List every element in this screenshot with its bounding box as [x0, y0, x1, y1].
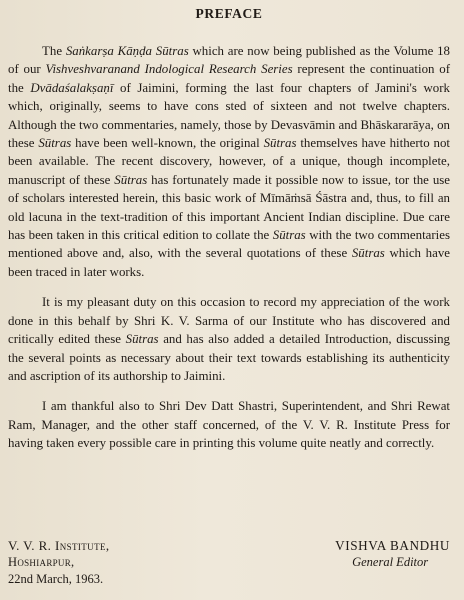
institute-name: V. V. R. Institute, — [8, 538, 110, 553]
paragraph-3 — [8, 397, 450, 452]
p1-sutras-1: Sūtras — [38, 136, 72, 151]
editor-block — [335, 537, 450, 571]
paragraph-2 — [8, 293, 450, 385]
p2-text-3: and has also added a detailed Introduction, discussing the several points as necessary about their text towards establishing its authenticity and ascription of its authorship to Jaimini. — [8, 332, 450, 383]
p1-sutras-5: Sūtras — [351, 246, 385, 261]
editor-title: General Editor — [352, 555, 429, 569]
p1-series-name: Vishveshvaranand Indological Research Series — [45, 62, 293, 77]
p1-text-5: represent the continuation of the — [8, 62, 450, 95]
p1-text-7: of Jaimini, forming the last four chapters of Jamini's work which, originally, seems to have cons sted of sixteen and not twelve chapters. Although the two commentaries, namely, those by Devasvāmin and Bhāskararāya, on these — [8, 80, 450, 151]
p1-text-17: which have been traced in later works. — [8, 246, 450, 279]
p1-text-3: which are now being published as the Volume 18 of our — [8, 44, 450, 77]
p1-text-13: has fortunately made it possible now to issue, tor the use of scholars interested herein, this basic work of Mīmāṁsā Śāstra and, thus, to fill an old lacuna in the text-tradition of this important Ancient Indian discipline. Due care has been taken in this critical edition to collate the — [8, 172, 451, 243]
page-title: PREFACE — [195, 6, 263, 21]
p1-dvadasa: Dvādaśalakṣaṇī — [30, 80, 114, 95]
p3-text-1: I am thankful also to Shri Dev Datt Shastri, Superintendent, and Shri Rewat Ram, Manager, and the other staff concerned, of the V. V. R. Institute Press for having taken every possible care in printing this volume quite neatly and correctly. — [8, 399, 450, 451]
p2-text-1: It is my pleasant duty on this occasion to record my appreciation of the work done in this behalf by Shri K. V. Sarma of our Institute who has discovered and critically edited these — [8, 295, 450, 347]
p1-text-15: with the two commentaries mentioned above and, also, with the several quotations of these — [8, 228, 450, 261]
paragraph-1 — [8, 42, 450, 281]
p1-text-1: The — [42, 44, 66, 58]
preface-date: 22nd March, 1963. — [8, 572, 104, 586]
p1-sutras-2: Sūtras — [263, 136, 297, 151]
editor-name: VISHVA BANDHU — [335, 538, 450, 553]
p2-sutras: Sūtras — [125, 332, 159, 347]
p1-text-11: themselves have hitherto not been available. The recent discovery, however, of a unique, though incomplete, manuscript of these — [8, 136, 450, 187]
p1-sutras-3: Sūtras — [114, 172, 148, 187]
p1-sutras-4: Sūtras — [272, 228, 306, 243]
institute-block — [8, 537, 110, 588]
p1-text-9: have been well-known, the original — [71, 136, 264, 151]
institute-place: Hoshiarpur, — [8, 555, 75, 569]
p1-work-title: Saṅkarṣa Kāṇḍa Sūtras — [65, 44, 189, 58]
